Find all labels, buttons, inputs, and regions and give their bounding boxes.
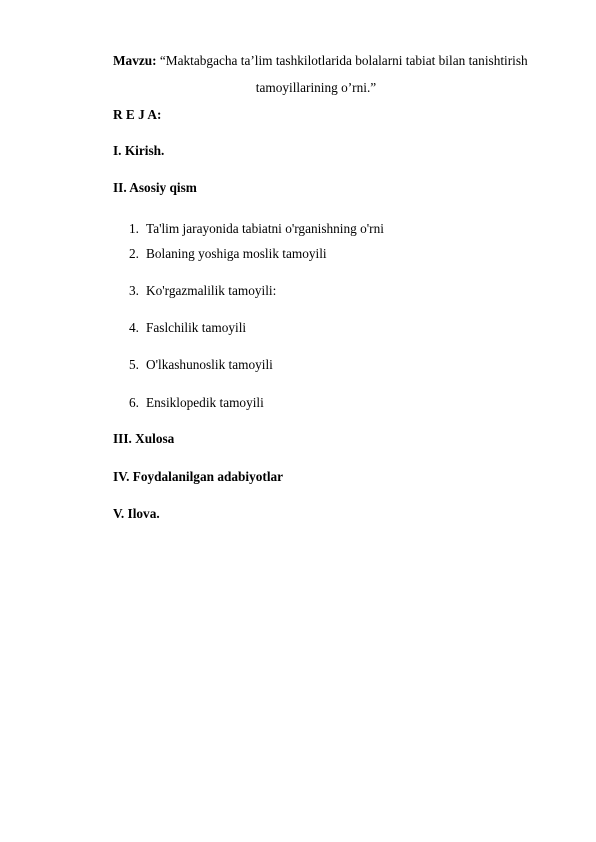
topic-title-line1 bbox=[113, 51, 573, 71]
list-item-text: Ta'lim jarayonida tabiatni o'rganishning o'rni bbox=[146, 221, 384, 236]
list-item-number: 6. bbox=[129, 395, 139, 410]
list-item-text: Ko'rgazmalilik tamoyili: bbox=[146, 283, 277, 298]
list-item-text: Faslchilik tamoyili bbox=[146, 320, 247, 335]
list-item-text: O'lkashunoslik tamoyili bbox=[146, 357, 273, 372]
list-item-number: 5. bbox=[129, 357, 139, 372]
main-list-item bbox=[129, 282, 276, 300]
list-item-number: 4. bbox=[129, 320, 139, 335]
section-conclusion: III. Xulosa bbox=[113, 431, 175, 446]
topic-text-line1: “Maktabgacha ta’lim tashkilotlarida bolalarni tabiat bilan tanishtirish bbox=[156, 53, 528, 68]
section-main: II. Asosiy qism bbox=[113, 180, 197, 195]
main-list-item bbox=[129, 356, 273, 374]
list-item-text: Ensiklopedik tamoyili bbox=[146, 395, 264, 410]
list-item-number: 3. bbox=[129, 283, 139, 298]
list-item-number: 2. bbox=[129, 246, 139, 261]
section-intro: I. Kirish. bbox=[113, 143, 165, 158]
main-list-item bbox=[129, 220, 384, 238]
main-list-item bbox=[129, 394, 264, 412]
main-list-item bbox=[129, 319, 246, 337]
plan-heading: R E J A: bbox=[113, 107, 162, 122]
topic-label: Mavzu: bbox=[113, 53, 157, 68]
list-item-text: Bolaning yoshiga moslik tamoyili bbox=[146, 246, 327, 261]
list-item-number: 1. bbox=[129, 221, 139, 236]
section-references: IV. Foydalanilgan adabiyotlar bbox=[113, 469, 284, 484]
section-appendix: V. Ilova. bbox=[113, 506, 160, 521]
main-list-item bbox=[129, 245, 327, 263]
topic-title-line2: tamoyillarining o’rni.” bbox=[255, 80, 377, 95]
